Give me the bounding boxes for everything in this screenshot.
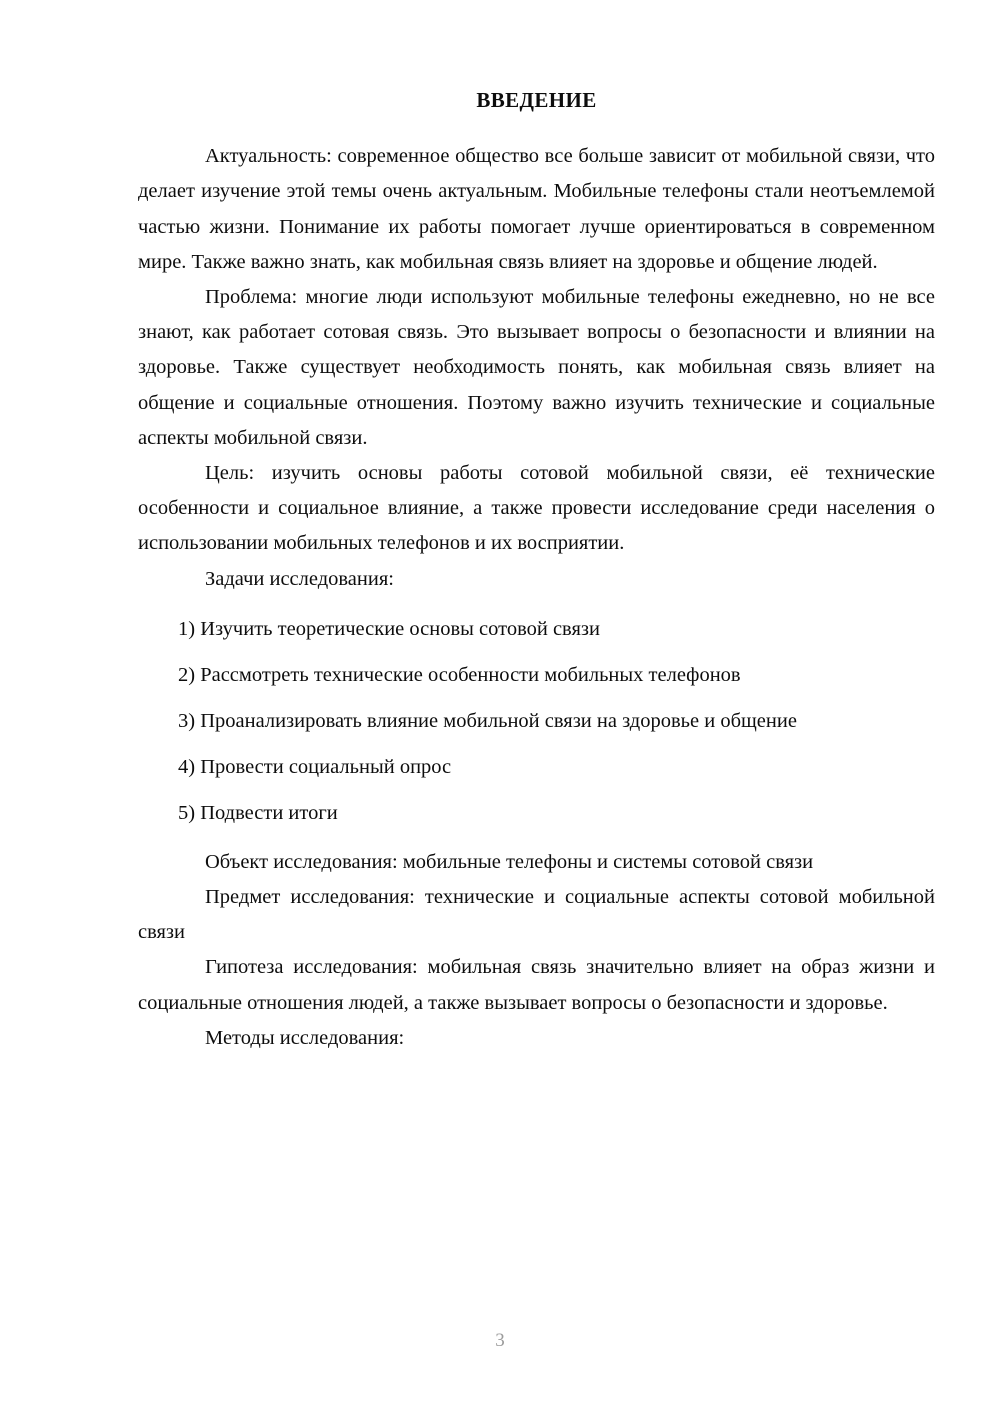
tasks-list [138,606,935,836]
tasks-heading: Задачи исследования: [205,567,394,590]
list-item [138,744,935,790]
paragraph-problem: Проблема: многие люди используют мобильные телефоны ежедневно, но не все знают, как работает сотовая связь. Это вызывает вопросы о безопасности и влиянии на здоровье. Также существует необходимость понять, как мобильная связь влияет на общение и социальные отношения. Поэтому важно изучить технические и социальные аспекты мобильной связи. [138,286,935,449]
methods-heading: Методы исследования: [205,1026,405,1049]
paragraph-subject: Предмет исследования: технические и социальные аспекты сотовой мобильной связи [138,886,935,944]
list-item-number: 3) [178,709,201,732]
page-number: 3 [495,1330,505,1351]
paragraph-relevance: Актуальность: современное общество все больше зависит от мобильной связи, что делает изучение этой темы очень актуальным. Мобильные телефоны стали неотъемлемой частью жизни. Понимание их работы помогает лучше ориентироваться в современном мире. Также важно знать, как мобильная связь влияет на здоровье и общение людей. [138,145,935,273]
paragraph-goal: Цель: изучить основы работы сотовой мобильной связи, её технические особенности и социальное влияние, а также провести исследование среди населения о использовании мобильных телефонов и их восприятии. [138,462,935,555]
page-title: ВВЕДЕНИЕ [476,88,597,112]
list-item-number: 5) [178,801,201,824]
list-item-number: 2) [178,663,201,686]
list-item-label: Изучить теоретические основы сотовой связи [200,617,600,640]
paragraph-hypothesis: Гипотеза исследования: мобильная связь значительно влияет на образ жизни и социальные отношения людей, а также вызывает вопросы о безопасности и здоровье. [138,956,935,1014]
list-item-number: 4) [178,755,201,778]
list-item [138,790,935,836]
document-body [138,88,935,1056]
list-item-label: Проанализировать влияние мобильной связи на здоровье и общение [200,709,797,732]
list-item-label: Провести социальный опрос [200,755,452,778]
list-item-label: Рассмотреть технические особенности мобильных телефонов [200,663,741,686]
list-item-number: 1) [178,617,201,640]
list-item-label: Подвести итоги [200,801,338,824]
list-item [138,698,935,744]
list-item [138,652,935,698]
list-item [138,606,935,652]
paragraph-object: Объект исследования: мобильные телефоны и системы сотовой связи [205,850,814,873]
